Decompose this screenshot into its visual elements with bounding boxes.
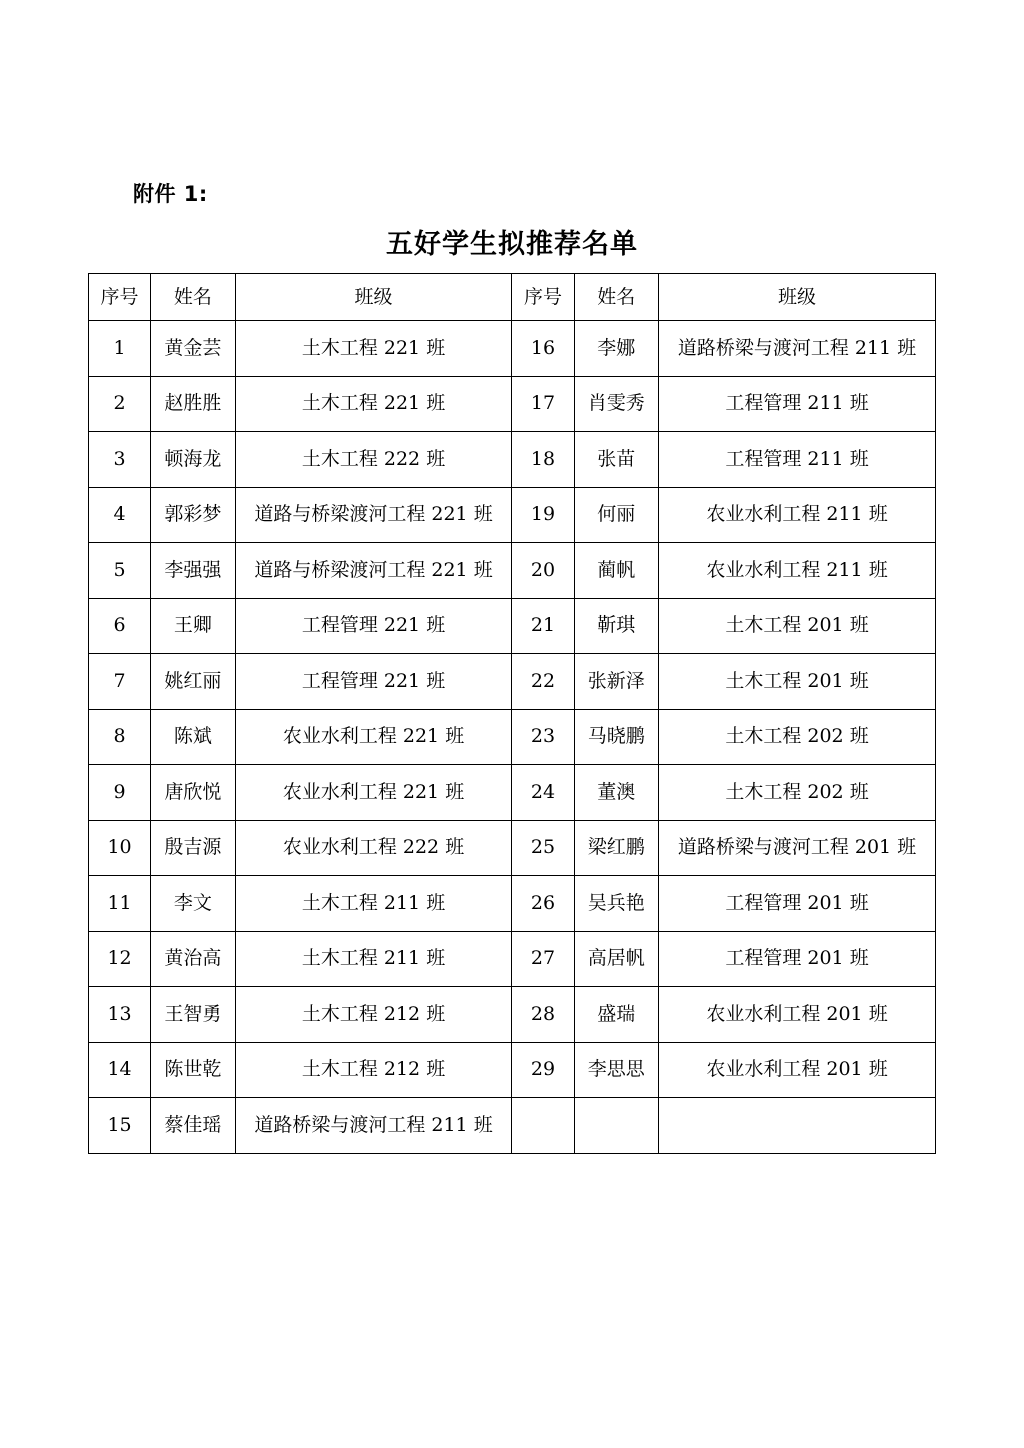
table-row (89, 543, 936, 599)
cell-index-right: 21 (512, 598, 574, 654)
cell-class-right: 工程管理 211 班 (659, 432, 936, 488)
cell-class-left: 土木工程 211 班 (235, 931, 512, 987)
cell-name-right: 董澳 (574, 765, 658, 821)
table-row (89, 876, 936, 932)
cell-class-left: 土木工程 221 班 (235, 321, 512, 377)
cell-name-right: 靳琪 (574, 598, 658, 654)
table-body (89, 321, 936, 1154)
cell-class-left: 农业水利工程 222 班 (235, 820, 512, 876)
table-header-row (89, 274, 936, 321)
cell-name-right: 梁红鹏 (574, 820, 658, 876)
cell-name-right: 张新泽 (574, 654, 658, 710)
table-row (89, 765, 936, 821)
cell-index-left: 15 (89, 1098, 151, 1154)
column-header-index-right: 序号 (512, 274, 574, 321)
cell-name-right: 吴兵艳 (574, 876, 658, 932)
table-row (89, 709, 936, 765)
table-row (89, 598, 936, 654)
cell-name-left: 殷吉源 (151, 820, 235, 876)
table-row (89, 987, 936, 1043)
cell-name-right: 李思思 (574, 1042, 658, 1098)
cell-index-left: 10 (89, 820, 151, 876)
table-row (89, 1098, 936, 1154)
cell-class-left: 道路与桥梁渡河工程 221 班 (235, 487, 512, 543)
cell-class-right: 土木工程 201 班 (659, 598, 936, 654)
cell-index-left: 12 (89, 931, 151, 987)
cell-name-right: 盛瑞 (574, 987, 658, 1043)
cell-index-right: 25 (512, 820, 574, 876)
roster-table (88, 273, 936, 1154)
column-header-name-left: 姓名 (151, 274, 235, 321)
cell-name-right: 张苗 (574, 432, 658, 488)
cell-index-right: 17 (512, 376, 574, 432)
cell-class-right: 农业水利工程 201 班 (659, 1042, 936, 1098)
cell-index-left: 13 (89, 987, 151, 1043)
cell-class-right: 工程管理 201 班 (659, 876, 936, 932)
cell-name-right: 肖雯秀 (574, 376, 658, 432)
cell-index-right: 28 (512, 987, 574, 1043)
cell-index-right: 16 (512, 321, 574, 377)
column-header-name-right: 姓名 (574, 274, 658, 321)
table-row (89, 654, 936, 710)
table-row (89, 1042, 936, 1098)
cell-class-right: 工程管理 201 班 (659, 931, 936, 987)
cell-index-left: 1 (89, 321, 151, 377)
column-header-class-left: 班级 (235, 274, 512, 321)
cell-class-right: 道路桥梁与渡河工程 201 班 (659, 820, 936, 876)
cell-index-left: 11 (89, 876, 151, 932)
cell-index-right: 29 (512, 1042, 574, 1098)
cell-index-right: 27 (512, 931, 574, 987)
cell-name-left: 黄金芸 (151, 321, 235, 377)
cell-index-right: 20 (512, 543, 574, 599)
cell-index-right: 26 (512, 876, 574, 932)
cell-index-left: 6 (89, 598, 151, 654)
cell-name-left: 顿海龙 (151, 432, 235, 488)
cell-class-right: 工程管理 211 班 (659, 376, 936, 432)
cell-class-left: 土木工程 211 班 (235, 876, 512, 932)
column-header-index-left: 序号 (89, 274, 151, 321)
cell-index-left: 7 (89, 654, 151, 710)
table-row (89, 432, 936, 488)
column-header-class-right: 班级 (659, 274, 936, 321)
cell-name-right: 高居帆 (574, 931, 658, 987)
cell-name-left: 陈斌 (151, 709, 235, 765)
cell-name-left: 黄治高 (151, 931, 235, 987)
cell-name-left: 李强强 (151, 543, 235, 599)
cell-name-right: 蔺帆 (574, 543, 658, 599)
cell-class-left: 土木工程 212 班 (235, 1042, 512, 1098)
cell-name-left: 郭彩梦 (151, 487, 235, 543)
cell-class-right: 农业水利工程 211 班 (659, 543, 936, 599)
cell-class-right: 土木工程 201 班 (659, 654, 936, 710)
cell-index-right: 19 (512, 487, 574, 543)
cell-index-left: 4 (89, 487, 151, 543)
cell-name-right: 李娜 (574, 321, 658, 377)
cell-class-right: 农业水利工程 211 班 (659, 487, 936, 543)
cell-class-right (659, 1098, 936, 1154)
cell-name-left: 赵胜胜 (151, 376, 235, 432)
cell-name-right: 何丽 (574, 487, 658, 543)
cell-class-left: 土木工程 221 班 (235, 376, 512, 432)
table-row (89, 376, 936, 432)
cell-index-left: 5 (89, 543, 151, 599)
cell-name-left: 王卿 (151, 598, 235, 654)
cell-class-left: 工程管理 221 班 (235, 598, 512, 654)
cell-class-left: 道路与桥梁渡河工程 221 班 (235, 543, 512, 599)
cell-index-right: 22 (512, 654, 574, 710)
cell-index-right: 23 (512, 709, 574, 765)
table-row (89, 931, 936, 987)
cell-class-right: 农业水利工程 201 班 (659, 987, 936, 1043)
table-row (89, 321, 936, 377)
cell-name-left: 陈世乾 (151, 1042, 235, 1098)
cell-class-left: 农业水利工程 221 班 (235, 765, 512, 821)
cell-index-right: 18 (512, 432, 574, 488)
cell-class-left: 土木工程 212 班 (235, 987, 512, 1043)
cell-class-left: 农业水利工程 221 班 (235, 709, 512, 765)
cell-name-left: 姚红丽 (151, 654, 235, 710)
cell-name-right: 马晓鹏 (574, 709, 658, 765)
cell-class-right: 土木工程 202 班 (659, 709, 936, 765)
table-row (89, 820, 936, 876)
cell-class-left: 土木工程 222 班 (235, 432, 512, 488)
cell-class-left: 道路桥梁与渡河工程 211 班 (235, 1098, 512, 1154)
cell-name-left: 王智勇 (151, 987, 235, 1043)
cell-class-right: 道路桥梁与渡河工程 211 班 (659, 321, 936, 377)
cell-index-right: 24 (512, 765, 574, 821)
page-title: 五好学生拟推荐名单 (386, 229, 638, 260)
cell-index-right (512, 1098, 574, 1154)
cell-index-left: 9 (89, 765, 151, 821)
cell-class-left: 工程管理 221 班 (235, 654, 512, 710)
cell-index-left: 3 (89, 432, 151, 488)
cell-index-left: 8 (89, 709, 151, 765)
cell-index-left: 14 (89, 1042, 151, 1098)
cell-index-left: 2 (89, 376, 151, 432)
cell-name-left: 李文 (151, 876, 235, 932)
cell-name-left: 蔡佳瑶 (151, 1098, 235, 1154)
cell-name-right (574, 1098, 658, 1154)
cell-class-right: 土木工程 202 班 (659, 765, 936, 821)
table-row (89, 487, 936, 543)
attachment-label: 附件 1: (133, 182, 208, 206)
cell-name-left: 唐欣悦 (151, 765, 235, 821)
